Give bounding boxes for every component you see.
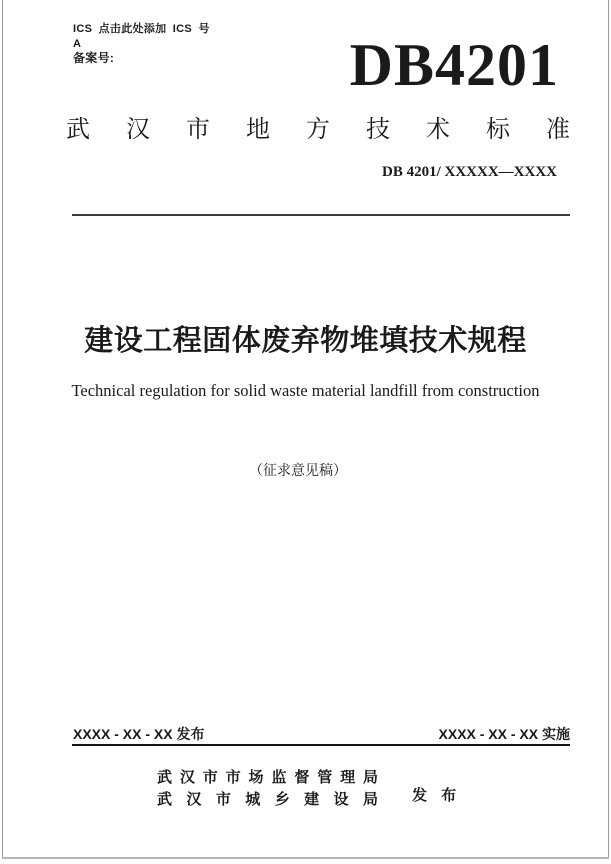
standard-type-heading: 武 汉 市 地 方 技 术 标 准: [66, 116, 570, 143]
ics-placeholder[interactable]: ICS 点击此处添加 ICS 号: [73, 23, 210, 35]
page-edge-right: [608, 0, 609, 858]
issuer-line-1: 武 汉 市 市 场 监 督 管 理 局: [157, 769, 378, 786]
draft-note: （征求意见稿）: [249, 464, 347, 479]
title-chinese: 建设工程固体废弃物堆填技术规程: [84, 325, 527, 357]
standard-number: DB 4201/ XXXXX—XXXX: [382, 164, 557, 180]
implementation-date: XXXX - XX - XX 实施: [438, 726, 570, 742]
page-edge-left: [2, 0, 3, 858]
record-number-label: 备案号:: [73, 51, 115, 65]
standard-code-logo: DB4201: [349, 32, 559, 98]
issue-date: XXXX - XX - XX 发布: [73, 726, 205, 742]
header-rule: [72, 214, 570, 216]
footer-rule: [72, 744, 570, 746]
issuer-line-2: 武 汉 市 城 乡 建 设 局: [157, 791, 378, 808]
title-english: Technical regulation for solid waste material landfill from construction: [71, 381, 540, 400]
publish-label: 发 布: [412, 787, 457, 804]
page-edge-bottom: [2, 857, 609, 859]
classification-code: A: [73, 38, 82, 50]
